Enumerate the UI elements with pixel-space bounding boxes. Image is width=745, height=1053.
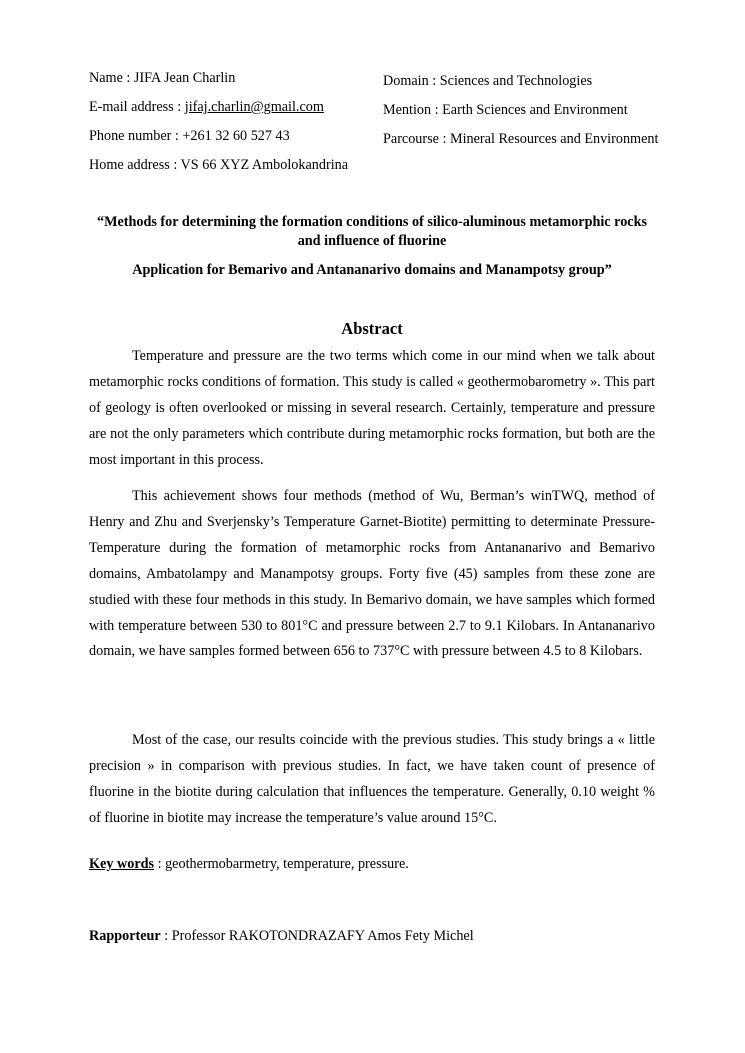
name-line [89, 70, 235, 87]
home-address-value: VS 66 XYZ Ambolokandrina [180, 157, 349, 173]
parcourse-label: Parcourse : [383, 131, 450, 147]
rapporteur-value: Professor RAKOTONDRAZAFY Amos Fety Michel [171, 928, 474, 944]
home-address-label: Home address : [89, 157, 181, 173]
abstract-paragraph-3: Most of the case, our results coincide with the previous studies. This study brings a « little precision » in comparison with previous studies. In fact, we have taken count of presence of fluorine in the biotite during calculation that influences the temperature. Generally, 0.10 weight % of fluorine in biotite may increase the temperature’s value around 15°C. [89, 732, 655, 826]
thesis-title: “Methods for determining the formation conditions of silico-aluminous metamorphic rocks and influence of fluorine [96, 214, 647, 249]
thesis-subtitle: Application for Bemarivo and Antananarivo domains and Manampotsy group” [132, 262, 612, 278]
keywords-separator: : [154, 856, 166, 872]
name-value: JIFA Jean Charlin [133, 70, 236, 86]
rapporteur-line [89, 928, 474, 945]
home-address-line [89, 157, 348, 174]
phone-line [89, 128, 290, 145]
keywords-line [89, 856, 409, 873]
rapporteur-label: Rapporteur [89, 928, 161, 944]
parcourse-line [383, 131, 658, 148]
email-link[interactable]: jifaj.charlin@gmail.com [184, 99, 324, 115]
email-label: E-mail address : [89, 99, 185, 115]
mention-line [383, 102, 628, 119]
keywords-label: Key words [89, 856, 155, 872]
domain-line [383, 73, 592, 90]
mention-label: Mention : [383, 102, 443, 118]
mention-value: Earth Sciences and Environment [442, 102, 628, 118]
abstract-paragraph-1: Temperature and pressure are the two terms which come in our mind when we talk about metamorphic rocks conditions of formation. This study is called « geothermobarometry ». This part of geology is often overlooked or missing in several research. Certainly, temperature and pressure are not the only parameters which contribute during metamorphic rocks formation, but both are the most important in this process. [89, 348, 655, 468]
abstract-paragraph-2: This achievement shows four methods (method of Wu, Berman’s winTWQ, method of Henry and Zhu and Sverjensky’s Temperature Garnet-Biotite) permitting to determinate Pressure-Temperature during the formation of metamorphic rocks from Antananarivo and Bemarivo domains, Ambatolampy and Manampotsy groups. Forty five (45) samples from these zone are studied with these four methods in this study. In Bemarivo domain, we have samples which formed with temperature between 530 to 801°C and pressure between 2.7 to 9.1 Kilobars. In Antananarivo domain, we have samples formed between 656 to 737°C with pressure between 4.5 to 8 Kilobars. [89, 488, 655, 660]
phone-label: Phone number : [89, 128, 183, 144]
parcourse-value: Mineral Resources and Environment [449, 131, 659, 147]
domain-label: Domain : [383, 73, 440, 89]
domain-value: Sciences and Technologies [439, 73, 593, 89]
name-label: Name : [89, 70, 134, 86]
rapporteur-separator: : [160, 928, 172, 944]
keywords-value: geothermobarmetry, temperature, pressure. [165, 856, 409, 872]
email-line [89, 99, 324, 116]
abstract-heading: Abstract [341, 319, 403, 338]
phone-value: +261 32 60 527 43 [182, 128, 290, 144]
